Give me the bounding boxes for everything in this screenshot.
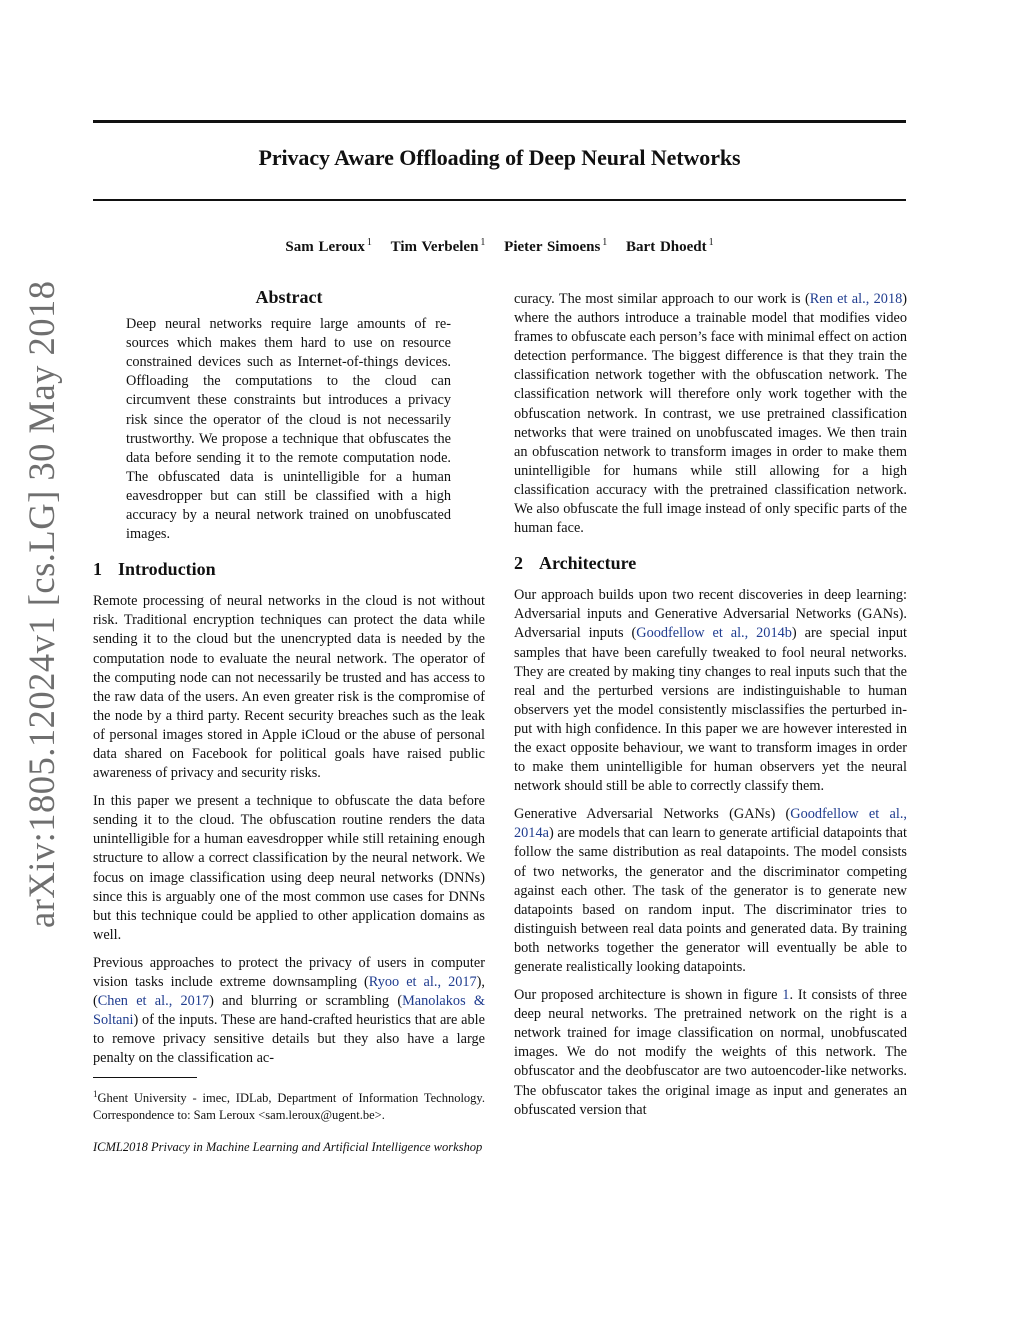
citation-link[interactable]: Chen et al., 2017 bbox=[97, 993, 210, 1010]
paragraph: Our proposed architecture is shown in figure 1. It consists of three deep neural networks. The pretrained network on the right is a network trained for image classification on normal, unobfuscated images. We do not modify the weights of this network. The obfuscator and the deobfuscator are two autoencoder-like networks. The obfuscator takes the original image as input and generates an obfuscated version that bbox=[514, 987, 907, 1118]
footnote-rule bbox=[93, 1077, 197, 1078]
author: Sam Leroux $^1$ bbox=[285, 237, 372, 255]
venue-note: ICML2018 Privacy in Machine Learning and Artificial Intelligence workshop bbox=[93, 1139, 483, 1154]
title-bottom-rule bbox=[93, 199, 906, 201]
author: Bart Dhoedt $^1$ bbox=[626, 237, 714, 255]
abstract-text: Deep neural networks require large amounts of resources which makes them hard to use on resource constrained devices such as Internet-of-things devices. Offloading the computations to the cloud can circumvent these constraints but introduces a privacy risk since the operator of the cloud is not necessarily trustworthy. We propose a technique that obfuscates the data before sending it to the remote computation node. The obfuscated data is unintelligible for a human eavesdropper but can still be classified with a high accuracy by a neural network trained on unobfuscated images. bbox=[126, 316, 451, 543]
paragraph: Generative Adversarial Networks (GANs) (Goodfellow et al., 2014a) are models that can learn to generate artificial datapoints that follow the same distribution as real datapoints. The model consists of two networks, the generator and the discriminator competing against each other. The task of the generator is to generate new datapoints based on random input. The discriminator tries to distinguish between real data points and generated data. By training both networks together the generator will eventually be able to generate realistically looking datapoints. bbox=[514, 806, 907, 975]
paragraph: Our approach builds upon two recent discoveries in deep learning: Adversarial inputs and Generative Adversarial Networks (GANs). Adversarial inputs (Goodfellow et al., 2014b) are special input samples that have been carefully tweaked to fool neural networks. They are created by making tiny changes to real inputs such that the real and the perturbed versions are indistinguishable to human observers yet the model consistently misclassifies the perturbed input with high confidence. In this paper we are however interested in the exact opposite behaviour, we want to transform images in order to make them unintelligible for human observers yet the neural network should still be able to correctly classify them. bbox=[514, 587, 907, 795]
citation-link[interactable]: Manolakos & Soltani bbox=[93, 993, 486, 1029]
section-heading-architecture: 2 Architecture bbox=[514, 553, 637, 574]
paragraph: Remote processing of neural networks in the cloud is not without risk. Traditional encryption techniques can protect the data while sending it to the cloud but the unencrypted data is needed by the computation node to evaluate the neural network. The operator of the computing node can not necessarily be trusted and has access to the raw data of the users. An even greater risk is the compromise of the node by a third party. Recent security breaches such as the leak of personal images stored in Apple iCloud or the abuse of personal data shared on Facebook for political goals have raised public awareness of privacy and security risks. bbox=[93, 593, 485, 782]
paragraph: In this paper we present a technique to obfuscate the data before sending it to the cloud. The obfuscation routine renders the data unintelligible for a human eavesdropper while still retaining enough structure to allow a correct classification by the neural network. We focus on image classification using deep neural networks (DNNs) since this is arguably one of the most common use cases for DNNs but this technique could be applied to other application domains as well. bbox=[93, 793, 485, 943]
title-top-rule bbox=[93, 120, 906, 123]
arxiv-stamp: arXiv:1805.12024v1 [cs.LG] 30 May 2018 bbox=[21, 280, 62, 928]
paper-title: Privacy Aware Offloading of Deep Neural Networks bbox=[258, 145, 741, 170]
section-heading-introduction: 1 Introduction bbox=[93, 559, 216, 580]
abstract-heading: Abstract bbox=[255, 287, 323, 307]
paragraph: curacy. The most similar approach to our work is (Ren et al., 2018) where the authors introduce a trainable model that modifies video frames to obfuscate each person’s face with minimal effect on action detection performance. The biggest difference is that they train the classification network together with the obfuscation network. The classification network will therefore only work together with the obfuscation network. In contrast, we use pretrained classification networks that were trained on unobfuscated images. We then train an obfuscation network to transform images in order to make them unintelligible for humans while still allowing for a high classification accuracy with the pretrained classification network. We also obfuscate the full image instead of only specific parts of the human face. bbox=[514, 291, 907, 537]
author: Tim Verbelen $^1$ bbox=[390, 237, 486, 255]
right-column bbox=[514, 290, 907, 1129]
footnote: $^1$Ghent University - imec, IDLab, Department of Information Technology. Correspondence to: Sam Leroux <sam.leroux@ugent.be>. bbox=[93, 1089, 485, 1122]
left-column bbox=[93, 288, 485, 1155]
paragraph: Previous approaches to protect the privacy of users in computer vision tasks include extreme downsampling (Ryoo et al., 2017), (Chen et al., 2017) and blurring or scrambling (Manolakos & Soltani) of the inputs. These are hand-crafted heuristics that are able to remove privacy sensitive details but they also have a large penalty on the classification ac- bbox=[93, 954, 486, 1067]
figure-ref-link[interactable]: 1 bbox=[782, 987, 790, 1004]
citation-link[interactable]: Ryoo et al., 2017 bbox=[368, 974, 477, 990]
citation-link[interactable]: Goodfellow et al., 2014b bbox=[636, 625, 792, 642]
author-list bbox=[93, 237, 906, 256]
citation-link[interactable]: Ren et al., 2018 bbox=[809, 291, 903, 307]
author: Pieter Simoens $^1$ bbox=[504, 237, 608, 255]
citation-link[interactable]: Goodfellow et al., 2014a bbox=[514, 806, 907, 842]
